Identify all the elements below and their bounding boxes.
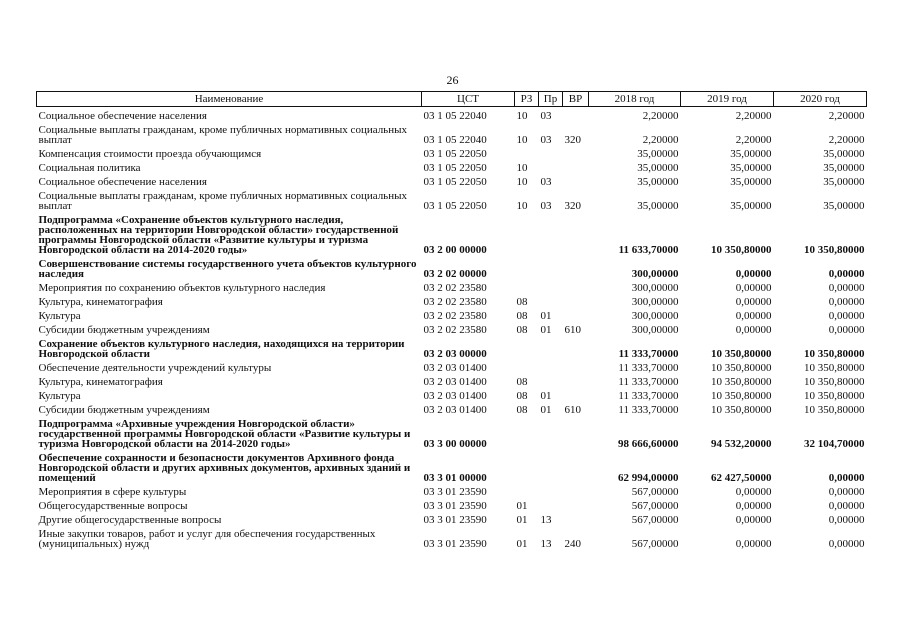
cell-2020: 0,00000 <box>828 324 865 336</box>
cell-name: Обеспечение деятельности учреждений культуры <box>38 362 272 374</box>
cell-name: Иные закупки товаров, работ и услуг для обеспечения государственных (муниципальных) нужд <box>38 528 376 550</box>
cell-rz: 10 <box>516 176 528 188</box>
cell-2018: 35,00000 <box>637 162 679 174</box>
cell-vr <box>563 159 589 173</box>
table-row <box>37 307 867 321</box>
cell-rz: 10 <box>516 162 528 174</box>
cell-2018: 11 633,70000 <box>618 244 679 256</box>
cell-vr <box>563 107 589 122</box>
cell-cst: 03 2 03 00000 <box>423 348 487 360</box>
cell-name: Совершенствование системы государственного учета объектов культурного наследия <box>38 258 417 280</box>
cell-2018: 11 333,70000 <box>618 390 679 402</box>
cell-vr <box>563 387 589 401</box>
cell-2018: 300,00000 <box>631 310 679 322</box>
cell-vr <box>563 293 589 307</box>
cell-2020: 10 350,80000 <box>804 348 865 360</box>
cell-name: Подпрограмма «Сохранение объектов культурного наследия, расположенных на территории Новгородской области» государственной программы Новгородской области «Развитие культуры и туризма Новгородской области на 2014-2020 годы» <box>38 214 399 256</box>
cell-pr: 13 <box>540 514 552 526</box>
cell-2020: 2,20000 <box>828 110 865 122</box>
cell-2019: 10 350,80000 <box>711 390 772 402</box>
cell-pr <box>539 255 563 279</box>
table-row <box>37 293 867 307</box>
cell-2019: 35,00000 <box>730 148 772 160</box>
cell-pr: 03 <box>540 176 552 188</box>
column-header-2018: 2018 год <box>589 92 681 107</box>
table-row <box>37 279 867 293</box>
cell-cst: 03 2 03 01400 <box>423 404 487 416</box>
cell-2018: 35,00000 <box>637 148 679 160</box>
cell-pr: 03 <box>540 134 552 146</box>
cell-rz <box>515 335 539 359</box>
column-header-rz: РЗ <box>515 92 539 107</box>
table-row <box>37 497 867 511</box>
cell-2019: 0,00000 <box>735 486 772 498</box>
cell-vr: 320 <box>564 200 581 212</box>
cell-name: Сохранение объектов культурного наследия, находящихся на территории Новгородской области <box>38 338 405 360</box>
cell-vr <box>563 449 589 483</box>
cell-cst: 03 2 00 00000 <box>423 244 487 256</box>
cell-rz: 10 <box>516 200 528 212</box>
cell-2020: 0,00000 <box>828 538 865 550</box>
cell-pr: 01 <box>540 324 552 336</box>
cell-2020: 10 350,80000 <box>804 376 865 388</box>
cell-pr <box>539 335 563 359</box>
cell-2020: 35,00000 <box>823 200 865 212</box>
cell-rz: 01 <box>516 514 528 526</box>
column-header-pr: Пр <box>539 92 563 107</box>
cell-2018: 11 333,70000 <box>618 348 679 360</box>
cell-2020: 0,00000 <box>828 268 865 280</box>
cell-2019: 2,20000 <box>735 110 772 122</box>
cell-2019: 10 350,80000 <box>711 376 772 388</box>
cell-2020: 10 350,80000 <box>804 390 865 402</box>
cell-pr <box>539 159 563 173</box>
cell-name: Обеспечение сохранности и безопасности документов Архивного фонда Новгородской области и других архивных документов, архивных зданий и помещений <box>38 452 411 484</box>
cell-rz: 08 <box>516 310 528 322</box>
cell-pr <box>539 373 563 387</box>
cell-pr <box>539 279 563 293</box>
table-body <box>37 107 867 550</box>
cell-2018: 300,00000 <box>631 268 679 280</box>
cell-vr <box>563 279 589 293</box>
cell-2019: 0,00000 <box>735 282 772 294</box>
cell-2019: 10 350,80000 <box>711 244 772 256</box>
cell-name: Мероприятия в сфере культуры <box>38 486 187 498</box>
cell-rz <box>515 279 539 293</box>
cell-rz: 10 <box>516 110 528 122</box>
cell-2018: 35,00000 <box>637 200 679 212</box>
cell-2018: 11 333,70000 <box>618 376 679 388</box>
cell-rz: 08 <box>516 376 528 388</box>
cell-2018: 11 333,70000 <box>618 362 679 374</box>
cell-cst: 03 2 02 00000 <box>423 268 487 280</box>
table-row <box>37 107 867 122</box>
cell-2019: 0,00000 <box>735 310 772 322</box>
cell-rz: 10 <box>516 134 528 146</box>
cell-cst: 03 3 01 23590 <box>423 514 487 526</box>
cell-cst: 03 1 05 22040 <box>423 134 487 146</box>
cell-pr <box>539 293 563 307</box>
cell-vr <box>563 415 589 449</box>
table-row <box>37 525 867 549</box>
cell-name: Культура <box>38 310 81 322</box>
cell-vr <box>563 307 589 321</box>
column-header-vr: ВР <box>563 92 589 107</box>
cell-rz <box>515 449 539 483</box>
cell-rz: 01 <box>516 538 528 550</box>
cell-2019: 0,00000 <box>735 500 772 512</box>
cell-vr <box>563 511 589 525</box>
table-row <box>37 335 867 359</box>
cell-cst: 03 2 03 01400 <box>423 376 487 388</box>
cell-rz: 01 <box>516 500 528 512</box>
cell-name: Другие общегосударственные вопросы <box>38 514 222 526</box>
cell-cst: 03 3 01 23590 <box>423 500 487 512</box>
cell-2020: 0,00000 <box>828 296 865 308</box>
table-row <box>37 173 867 187</box>
cell-name: Общегосударственные вопросы <box>38 500 188 512</box>
cell-2019: 10 350,80000 <box>711 348 772 360</box>
table-row <box>37 211 867 255</box>
cell-2019: 10 350,80000 <box>711 362 772 374</box>
cell-pr: 03 <box>540 110 552 122</box>
cell-vr <box>563 255 589 279</box>
cell-pr: 03 <box>540 200 552 212</box>
cell-name: Социальные выплаты гражданам, кроме публичных нормативных социальных выплат <box>38 124 407 146</box>
cell-rz <box>515 145 539 159</box>
cell-vr <box>563 335 589 359</box>
cell-cst: 03 2 02 23580 <box>423 324 487 336</box>
cell-2018: 300,00000 <box>631 282 679 294</box>
cell-2018: 567,00000 <box>631 500 679 512</box>
cell-name: Подпрограмма «Архивные учреждения Новгородской области» государственной программы Новгородской области «Развитие культуры и туризма Новгородской области на 2014-2020 годы» <box>38 418 411 450</box>
cell-2018: 567,00000 <box>631 486 679 498</box>
table-row <box>37 449 867 483</box>
cell-2020: 2,20000 <box>828 134 865 146</box>
cell-cst: 03 1 05 22050 <box>423 176 487 188</box>
cell-cst: 03 3 01 00000 <box>423 472 487 484</box>
cell-name: Культура, кинематография <box>38 296 163 308</box>
cell-vr <box>563 373 589 387</box>
cell-name: Мероприятия по сохранению объектов культурного наследия <box>38 282 326 294</box>
cell-2020: 0,00000 <box>828 472 865 484</box>
table-row <box>37 145 867 159</box>
table-row <box>37 373 867 387</box>
cell-rz <box>515 483 539 497</box>
cell-2020: 35,00000 <box>823 162 865 174</box>
cell-2019: 10 350,80000 <box>711 404 772 416</box>
table-header-row <box>37 92 867 107</box>
cell-pr <box>539 359 563 373</box>
table-row <box>37 387 867 401</box>
cell-pr: 13 <box>540 538 552 550</box>
cell-2018: 35,00000 <box>637 176 679 188</box>
cell-rz: 08 <box>516 404 528 416</box>
cell-pr <box>539 449 563 483</box>
cell-2018: 567,00000 <box>631 514 679 526</box>
cell-vr <box>563 483 589 497</box>
cell-cst: 03 2 03 01400 <box>423 362 487 374</box>
cell-vr <box>563 211 589 255</box>
cell-cst: 03 2 03 01400 <box>423 390 487 402</box>
cell-2020: 10 350,80000 <box>804 404 865 416</box>
table-row <box>37 121 867 145</box>
cell-vr <box>563 359 589 373</box>
cell-name: Культура, кинематография <box>38 376 163 388</box>
cell-rz <box>515 255 539 279</box>
cell-2019: 0,00000 <box>735 268 772 280</box>
cell-2020: 35,00000 <box>823 148 865 160</box>
table-row <box>37 401 867 415</box>
cell-2018: 567,00000 <box>631 538 679 550</box>
cell-name: Компенсация стоимости проезда обучающимся <box>38 148 262 160</box>
cell-name: Субсидии бюджетным учреждениям <box>38 404 210 416</box>
table-row <box>37 483 867 497</box>
table-row <box>37 159 867 173</box>
table-row <box>37 255 867 279</box>
cell-pr <box>539 211 563 255</box>
page-number: 26 <box>446 73 459 87</box>
cell-cst: 03 1 05 22050 <box>423 200 487 212</box>
cell-2019: 2,20000 <box>735 134 772 146</box>
cell-cst: 03 1 05 22050 <box>423 148 487 160</box>
cell-pr <box>539 145 563 159</box>
cell-cst: 03 2 02 23580 <box>423 282 487 294</box>
cell-pr <box>539 497 563 511</box>
cell-pr: 01 <box>540 310 552 322</box>
cell-2020: 0,00000 <box>828 486 865 498</box>
cell-2020: 10 350,80000 <box>804 244 865 256</box>
cell-2020: 0,00000 <box>828 310 865 322</box>
cell-vr: 320 <box>564 134 581 146</box>
cell-name: Социальные выплаты гражданам, кроме публичных нормативных социальных выплат <box>38 190 407 212</box>
cell-vr: 610 <box>564 324 581 336</box>
cell-cst: 03 1 05 22050 <box>423 162 487 174</box>
cell-vr: 610 <box>564 404 581 416</box>
cell-rz: 08 <box>516 296 528 308</box>
table-row <box>37 187 867 211</box>
cell-2019: 0,00000 <box>735 538 772 550</box>
cell-2018: 2,20000 <box>642 134 679 146</box>
table-row <box>37 359 867 373</box>
cell-rz: 08 <box>516 324 528 336</box>
cell-vr: 240 <box>564 538 581 550</box>
cell-2019: 0,00000 <box>735 296 772 308</box>
cell-2020: 0,00000 <box>828 500 865 512</box>
cell-vr <box>563 173 589 187</box>
cell-vr <box>563 497 589 511</box>
cell-2018: 300,00000 <box>631 324 679 336</box>
cell-name: Социальное обеспечение населения <box>38 110 207 122</box>
cell-pr <box>539 415 563 449</box>
table-row <box>37 321 867 335</box>
column-header-name: Наименование <box>37 92 422 107</box>
cell-name: Социальная политика <box>38 162 141 174</box>
table-row <box>37 511 867 525</box>
cell-cst: 03 1 05 22040 <box>423 110 487 122</box>
cell-2019: 0,00000 <box>735 324 772 336</box>
cell-cst: 03 2 02 23580 <box>423 310 487 322</box>
column-header-2019: 2019 год <box>681 92 774 107</box>
cell-name: Социальное обеспечение населения <box>38 176 207 188</box>
cell-2019: 35,00000 <box>730 162 772 174</box>
cell-name: Субсидии бюджетным учреждениям <box>38 324 210 336</box>
column-header-2020: 2020 год <box>774 92 867 107</box>
cell-2019: 35,00000 <box>730 176 772 188</box>
cell-2020: 32 104,70000 <box>804 438 865 450</box>
cell-rz <box>515 359 539 373</box>
cell-name: Культура <box>38 390 81 402</box>
cell-rz <box>515 211 539 255</box>
cell-2020: 10 350,80000 <box>804 362 865 374</box>
cell-pr <box>539 483 563 497</box>
cell-2018: 62 994,00000 <box>618 472 679 484</box>
cell-2019: 0,00000 <box>735 514 772 526</box>
cell-pr: 01 <box>540 390 552 402</box>
cell-2018: 98 666,60000 <box>618 438 679 450</box>
cell-2020: 0,00000 <box>828 282 865 294</box>
cell-2018: 300,00000 <box>631 296 679 308</box>
cell-cst: 03 3 01 23590 <box>423 486 487 498</box>
cell-2020: 35,00000 <box>823 176 865 188</box>
cell-2019: 62 427,50000 <box>711 472 772 484</box>
cell-cst: 03 3 00 00000 <box>423 438 487 450</box>
cell-2019: 94 532,20000 <box>711 438 772 450</box>
cell-cst: 03 2 02 23580 <box>423 296 487 308</box>
cell-2018: 11 333,70000 <box>618 404 679 416</box>
cell-rz: 08 <box>516 390 528 402</box>
cell-2020: 0,00000 <box>828 514 865 526</box>
cell-2019: 35,00000 <box>730 200 772 212</box>
cell-vr <box>563 145 589 159</box>
cell-pr: 01 <box>540 404 552 416</box>
cell-2018: 2,20000 <box>642 110 679 122</box>
column-header-cst: ЦСТ <box>422 92 515 107</box>
budget-table <box>36 91 867 549</box>
cell-rz <box>515 415 539 449</box>
table-row <box>37 415 867 449</box>
cell-cst: 03 3 01 23590 <box>423 538 487 550</box>
